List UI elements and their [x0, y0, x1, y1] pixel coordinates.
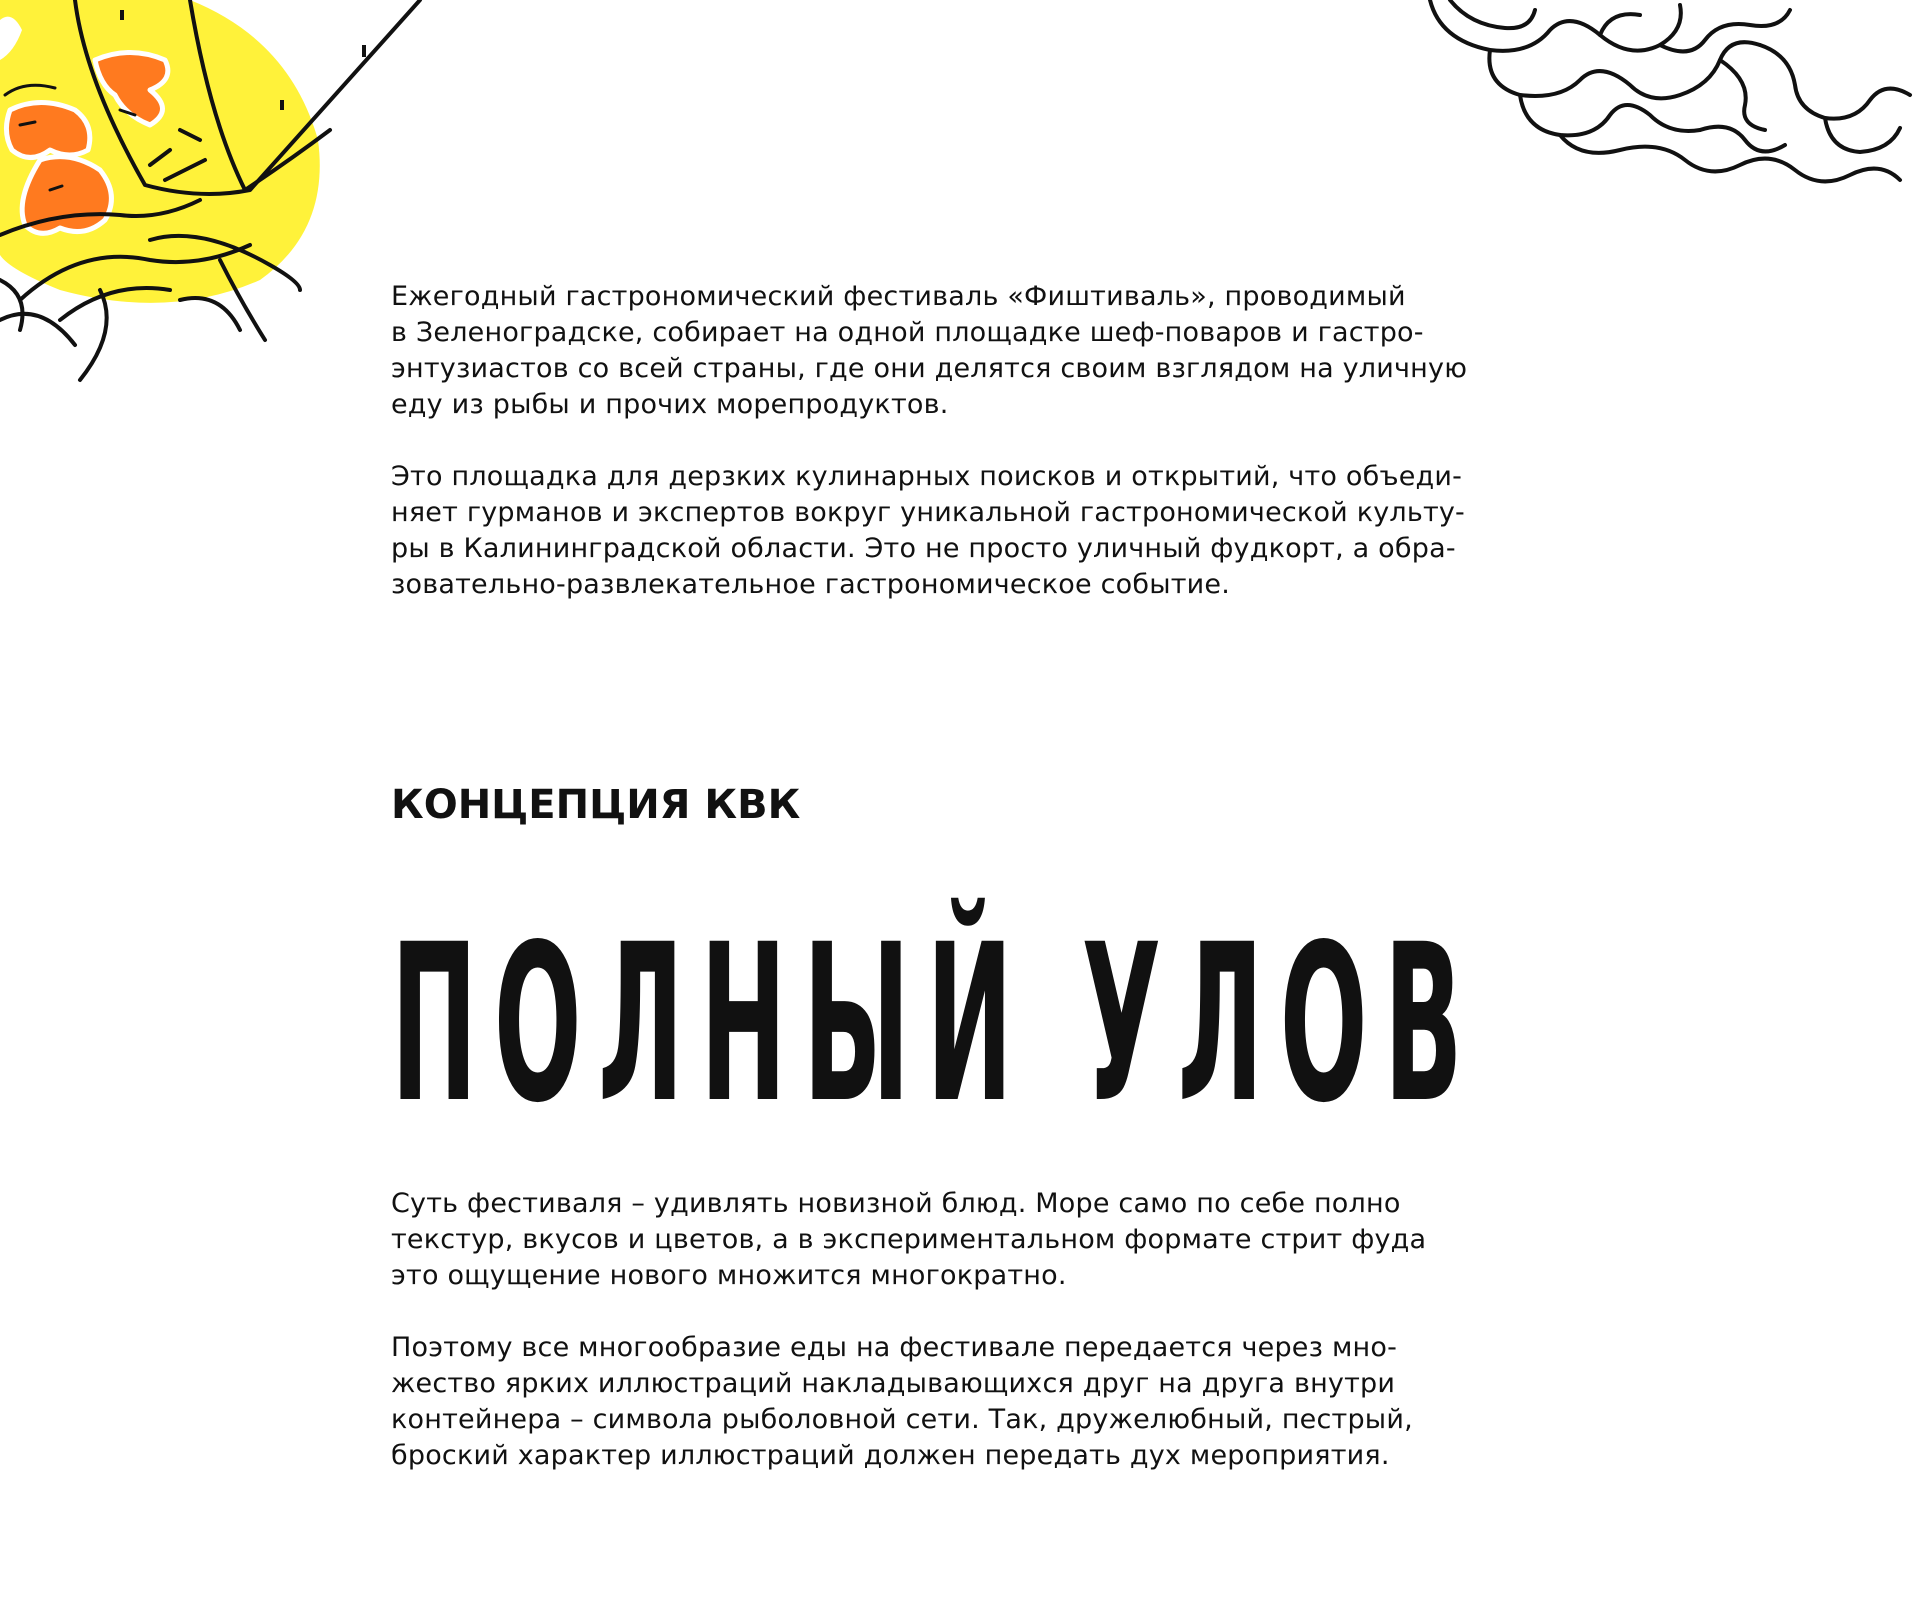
text-line: контейнера – символа рыболовной сети. Так, дружелюбный, пестрый,: [391, 1404, 1413, 1435]
text-line: Ежегодный гастрономический фестиваль «Фиштиваль», проводимый: [391, 281, 1406, 312]
fish-net-illustration: [0, 0, 360, 400]
text-line: в Зеленоградске, собирает на одной площадке шеф-поваров и гастро-: [391, 317, 1424, 348]
text-line: жество ярких иллюстраций накладывающихся друг на друга внутри: [391, 1368, 1396, 1399]
text-line: няет гурманов и экспертов вокруг уникальной гастрономической культу-: [391, 497, 1465, 528]
text-line: Поэтому все многообразие еды на фестивале передается через мно-: [391, 1332, 1398, 1363]
intro-paragraph-2: [391, 459, 1531, 603]
text-line: броский характер иллюстраций должен передать дух мероприятия.: [391, 1440, 1390, 1471]
text-line: энтузиастов со всей страны, где они делятся своим взглядом на уличную: [391, 353, 1468, 384]
text-line: Суть фестиваля – удивлять новизной блюд. Море само по себе полно: [391, 1188, 1401, 1219]
text-line: еду из рыбы и прочих морепродуктов.: [391, 389, 949, 420]
section-heading: КОНЦЕПЦИЯ КВК: [391, 782, 801, 828]
concept-title-text: ПОЛНЫЙ УЛОВ: [391, 897, 1480, 1151]
seaweed-doodle-illustration: [1430, 0, 1920, 200]
concept-title: [391, 897, 1480, 1151]
text-line: ры в Калининградской области. Это не просто уличный фудкорт, а обра-: [391, 533, 1456, 564]
concept-paragraph-1: [391, 1186, 1531, 1294]
text-line: Это площадка для дерзких кулинарных поисков и открытий, что объеди-: [391, 461, 1463, 492]
intro-paragraph-1: [391, 279, 1531, 423]
text-line: зовательно-развлекательное гастрономическое событие.: [391, 569, 1230, 600]
text-line: это ощущение нового множится многократно.: [391, 1260, 1067, 1291]
text-line: текстур, вкусов и цветов, а в экспериментальном формате стрит фуда: [391, 1224, 1427, 1255]
concept-paragraph-2: [391, 1330, 1531, 1474]
